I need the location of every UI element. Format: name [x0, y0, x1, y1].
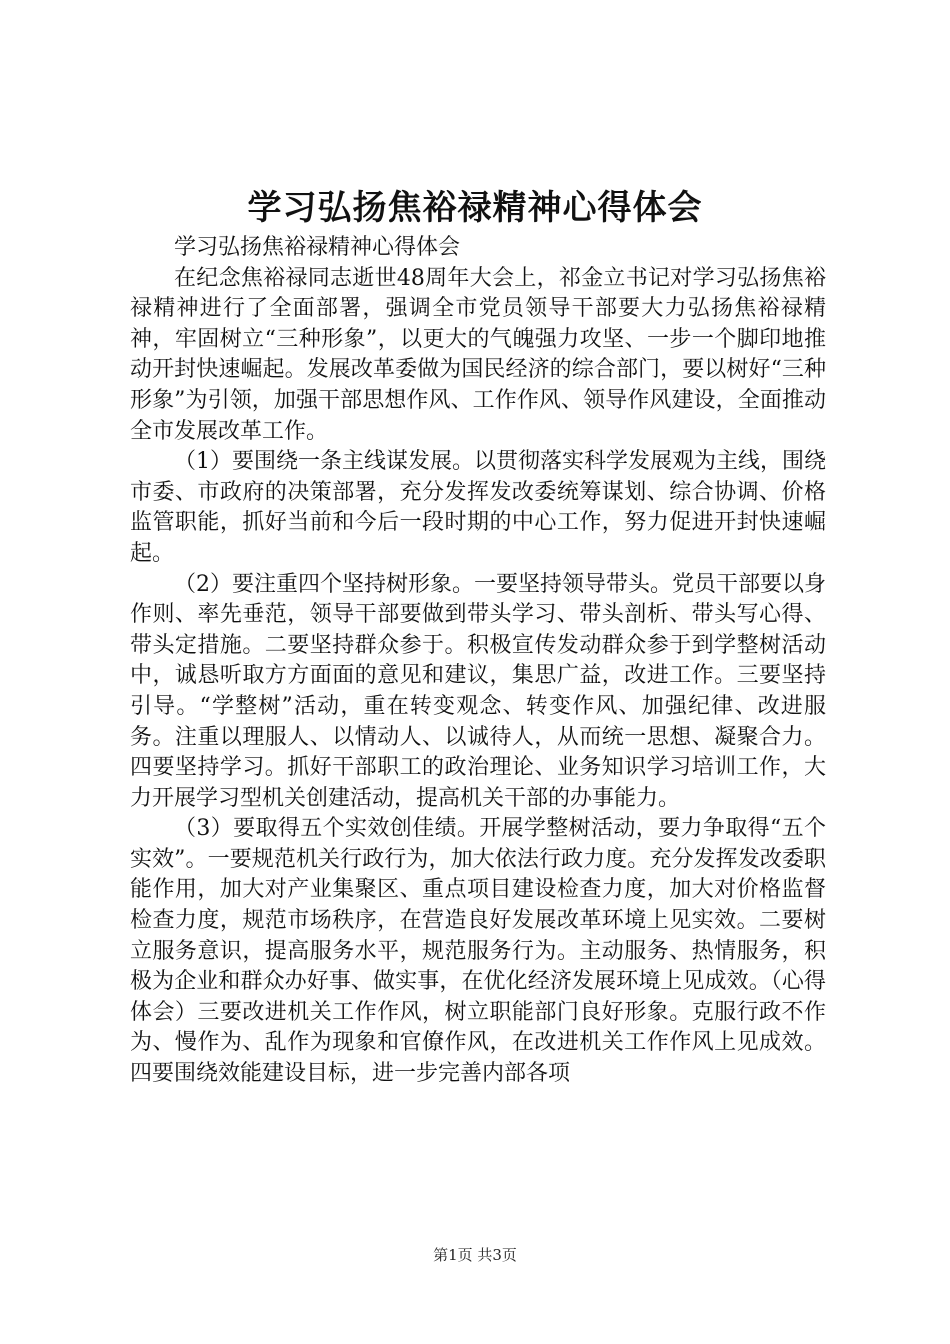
point-1-paragraph: （1）要围绕一条主线谋发展。以贯彻落实科学发展观为主线，围绕市委、市政府的决策部署，充分发挥发改委统筹谋划、综合协调、价格监管职能，抓好当前和今后一段时期的中心工作，努力促进开封快速崛起。 [130, 449, 826, 566]
intro-paragraph: 在纪念焦裕禄同志逝世48周年大会上，祁金立书记对学习弘扬焦裕禄精神进行了全面部署，强调全市党员领导干部要大力弘扬焦裕禄精神，牢固树立“三种形象”，以更大的气魄强力攻坚、一步一个脚印地推动开封快速崛起。发展改革委做为国民经济的综合部门，要以树好“三种形象”为引领，加强干部思想作风、工作作风、领导作风建设，全面推动全市发展改革工作。 [130, 265, 826, 444]
document-body [130, 233, 826, 1090]
subtitle-paragraph: 学习弘扬焦裕禄精神心得体会 [174, 235, 461, 260]
point-2-paragraph: （2）要注重四个坚持树形象。一要坚持领导带头。党员干部要以身作则、率先垂范，领导干部要做到带头学习、带头剖析、带头写心得、带头定措施。二要坚持群众参于。积极宣传发动群众参于到学整树活动中，诚恳听取方方面面的意见和建议，集思广益，改进工作。三要坚持引导。“学整树”活动，重在转变观念、转变作风、加强纪律、改进服务。注重以理服人、以情动人、以诚待人，从而统一思想、凝聚合力。四要坚持学习。抓好干部职工的政治理论、业务知识学习培训工作，大力开展学习型机关创建活动，提高机关干部的办事能力。 [130, 571, 826, 811]
page-number-footer: 第1页 共3页 [433, 1246, 517, 1264]
point-3-paragraph: （3）要取得五个实效创佳绩。开展学整树活动，要力争取得“五个实效”。一要规范机关行政行为，加大依法行政力度。充分发挥发改委职能作用，加大对产业集聚区、重点项目建设检查力度，加大对价格监督检查力度，规范市场秩序，在营造良好发展改革环境上见实效。二要树立服务意识，提高服务水平，规范服务行为。主动服务、热情服务，积极为企业和群众办好事、做实事，在优化经济发展环境上见成效。（心得体会）三要改进机关工作作风，树立职能部门良好形象。克服行政不作为、慢作为、乱作为现象和官僚作风，在改进机关工作作风上见成效。四要围绕效能建设目标，进一步完善内部各项 [130, 816, 826, 1087]
document-title: 学习弘扬焦裕禄精神心得体会 [247, 188, 703, 228]
